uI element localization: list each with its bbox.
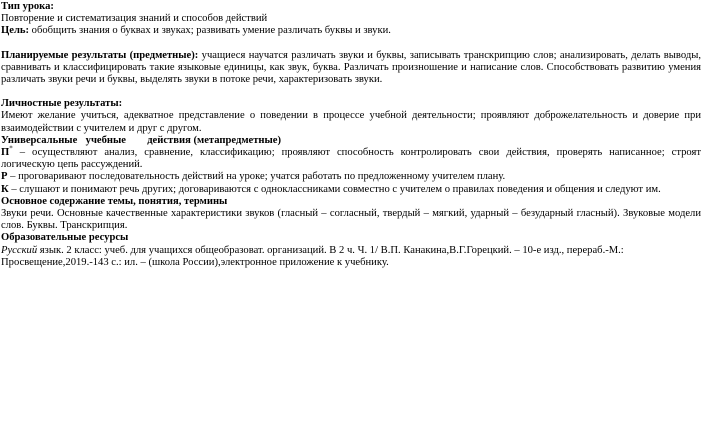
- resources-subject: Русский: [1, 244, 38, 256]
- lesson-type-heading: Тип урока:: [1, 1, 54, 12]
- universal-actions-heading: [1, 135, 701, 147]
- regulatory-actions-paragraph: [1, 171, 701, 183]
- cognitive-footnote-mark: *: [9, 144, 13, 153]
- resources-citation: язык. 2 класс: учеб. для учащихся общеобразоват. организаций. В 2 ч. Ч. 1/ В.П. Канакина,В.Г.Горецкий. – 10-е изд., перераб.-М.: Просвещение,2019.-143 с.: ил. – (школа России),электронное приложение к учебнику.: [1, 244, 624, 268]
- educational-word: учебные: [85, 134, 126, 146]
- communicative-actions-paragraph: [1, 184, 701, 196]
- communicative-actions-text: – слушают и понимают речь других; договариваются с одноклассниками совместно с учителем о правилах поведения и общения и следуют им.: [8, 183, 661, 195]
- personal-results-text: Имеют желание учиться, адекватное представление о поведении в процессе учебной деятельности; проявляют доброжелательность и доверие при взаимодействии с учителем и друг с другом.: [1, 110, 701, 134]
- universal-actions-label-rest: действия (метапредметные): [147, 134, 282, 146]
- personal-results-heading: Личностные результаты:: [1, 98, 123, 110]
- goal-text: обобщить знания о буквах и звуках; развивать умение различать буквы и звуки.: [29, 25, 391, 37]
- planned-results-text: учащиеся научатся различать звуки и буквы, записывать транскрипцию слов; анализировать, делать выводы, сравнивать и классифицировать такие языковые единицы, как звук, буква. Различать произношение и написание слов. Способствовать развитию умения различать звуки речи и буквы, выделять звуки в потоке речи, характеризовать звуки.: [1, 49, 701, 86]
- resources-text: [1, 245, 701, 269]
- goal-label: Цель:: [1, 25, 30, 37]
- cognitive-actions-text: – осуществляют анализ, сравнение, классификацию; проявляют способность контролировать свои действия, проверять написанное; строят логическую цепь рассуждений.: [1, 147, 701, 171]
- communicative-letter: К: [1, 183, 9, 195]
- universal-actions-label-words: [1, 135, 126, 147]
- lesson-type-text: Повторение и систематизация знаний и способов действий: [1, 13, 268, 25]
- goal-paragraph: [1, 25, 701, 37]
- resources-heading: Образовательные ресурсы: [1, 232, 129, 244]
- main-content-text: Звуки речи. Основные качественные характеристики звуков (гласный – согласный, твердый – мягкий, ударный – безударный гласный). Звуковые модели слов. Буквы. Транскрипция.: [1, 208, 701, 232]
- universal-word: Универсальные: [1, 134, 78, 146]
- cognitive-letter: П: [1, 147, 10, 159]
- planned-results-label: Планируемые результаты (предметные):: [1, 49, 199, 61]
- main-content-heading: Основное содержание темы, понятия, термины: [1, 195, 228, 207]
- cognitive-actions-paragraph: [1, 144, 701, 171]
- planned-results-paragraph: [1, 50, 701, 87]
- regulatory-actions-text: – проговаривают последовательность действий на уроке; учатся работать по предложенному учителем плану.: [7, 171, 506, 183]
- regulatory-letter: Р: [1, 171, 8, 183]
